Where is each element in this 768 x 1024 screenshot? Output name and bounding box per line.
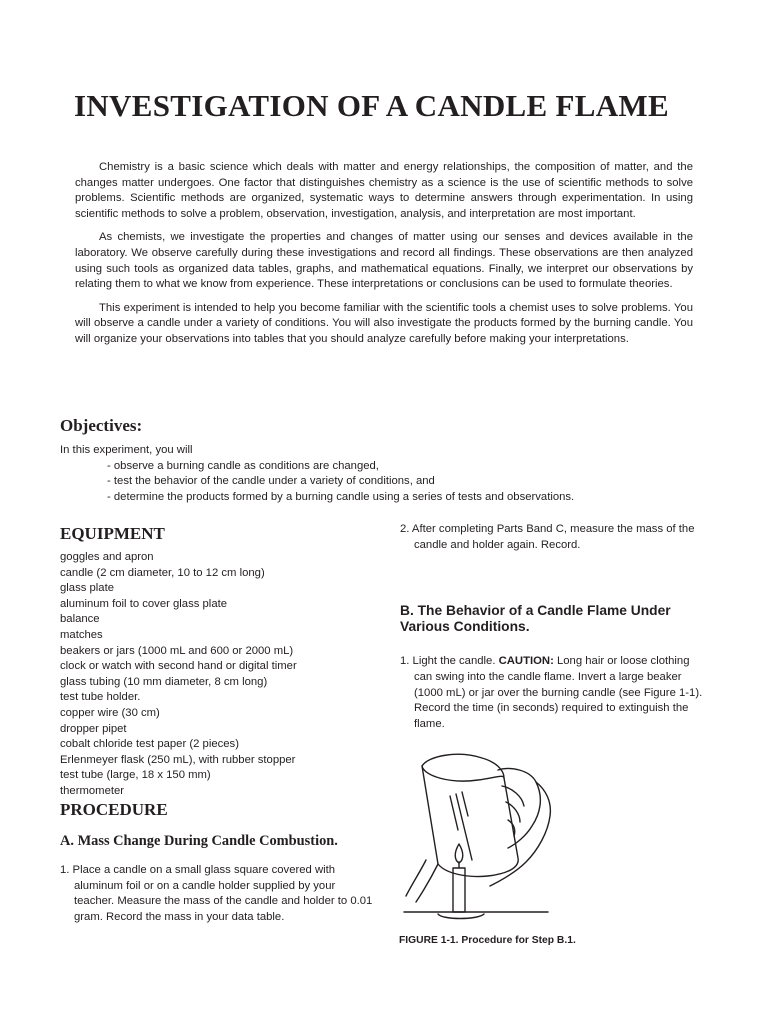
part-b-heading: B. The Behavior of a Candle Flame Under Various Conditions. xyxy=(400,603,671,634)
objectives-section xyxy=(60,416,700,505)
equipment-item: glass tubing (10 mm diameter, 8 cm long) xyxy=(60,675,268,688)
equipment-item: candle (2 cm diameter, 10 to 12 cm long) xyxy=(60,566,265,579)
part-a-step-2: 2. After completing Parts Band C, measure the mass of the candle and holder again. Record. xyxy=(400,523,695,551)
equipment-item: thermometer xyxy=(60,784,125,797)
equipment-item: glass plate xyxy=(60,582,115,595)
part-b-step-1 xyxy=(400,654,710,732)
part-a-steps-continued xyxy=(400,522,710,553)
objective-item: - observe a burning candle as conditions are changed, xyxy=(107,459,379,472)
page-title: INVESTIGATION OF A CANDLE FLAME xyxy=(74,88,669,123)
intro-paragraph-3: This experiment is intended to help you become familiar with the scientific tools a chemist uses to solve problems. You will observe a candle under a variety of conditions. You will also investigate the products formed by the burning candle. You will organize your observations into tables that you should analyze carefully before making your interpretations. xyxy=(75,301,693,345)
equipment-item: copper wire (30 cm) xyxy=(60,706,160,719)
intro-paragraph-1: Chemistry is a basic science which deals with matter and energy relationships, the composition of matter, and the changes matter undergoes. One factor that distinguishes chemistry as a science is the use of scientific methods to solve problems. Scientific methods are organized, systematic ways to determine answers through experimentation. In using scientific methods to solve a problem, observation, investigation, analysis, and interpretation are most important. xyxy=(75,161,693,220)
equipment-item: beakers or jars (1000 mL and 600 or 2000 mL) xyxy=(60,644,294,657)
procedure-heading: PROCEDURE xyxy=(60,799,168,819)
beaker-over-candle-illustration xyxy=(398,740,558,930)
equipment-list xyxy=(60,550,375,800)
equipment-item: Erlenmeyer flask (250 mL), with rubber stopper xyxy=(60,753,296,766)
objectives-list xyxy=(60,459,700,506)
right-column xyxy=(400,522,710,732)
introduction xyxy=(75,160,693,356)
equipment-item: test tube (large, 18 x 150 mm) xyxy=(60,769,211,782)
objective-item: - test the behavior of the candle under a variety of conditions, and xyxy=(107,475,435,488)
equipment-item: clock or watch with second hand or digital timer xyxy=(60,660,297,673)
caution-label: CAUTION: xyxy=(498,655,554,668)
step-body-text: Long hair or loose clothing can swing into the candle flame. Invert a large beaker (1000 mL) or jar over the burning candle (see Figure 1-1). Record the time (in seconds) required to extinguish the flame. xyxy=(414,655,703,730)
intro-paragraph-2: As chemists, we investigate the properties and changes of matter using our senses and devices available in the laboratory. We observe carefully during these investigations and record all findings. These observations are then analyzed using such tools as organized data tables, graphs, and mathematical equations. Finally, we interpret our observations by relating them to what we know from experience. These interpretations or conclusions can be used to formulate theories. xyxy=(75,231,693,291)
figure-caption: FIGURE 1-1. Procedure for Step B.1. xyxy=(399,935,576,946)
part-a-steps xyxy=(60,863,375,925)
objectives-heading: Objectives: xyxy=(60,416,143,435)
objectives-intro: In this experiment, you will xyxy=(60,444,193,456)
equipment-item: balance xyxy=(60,613,100,626)
left-column xyxy=(60,524,375,925)
equipment-item: matches xyxy=(60,628,103,641)
objective-item: - determine the products formed by a burning candle using a series of tests and observations. xyxy=(107,490,575,503)
part-a-heading: A. Mass Change During Candle Combustion. xyxy=(60,832,338,849)
equipment-item: test tube holder. xyxy=(60,691,141,704)
part-a-step-1: 1. Place a candle on a small glass square covered with aluminum foil or on a candle holder supplied by your teacher. Measure the mass of the candle and holder to 0.01 gram. Record the mass in your data table. xyxy=(60,864,373,923)
step-number-text: 1. Light the candle. xyxy=(400,655,499,668)
part-b-steps xyxy=(400,654,710,732)
equipment-item: aluminum foil to cover glass plate xyxy=(60,597,228,610)
equipment-item: dropper pipet xyxy=(60,722,127,735)
equipment-item: cobalt chloride test paper (2 pieces) xyxy=(60,738,239,751)
equipment-heading: EQUIPMENT xyxy=(60,524,165,543)
equipment-item: goggles and apron xyxy=(60,551,154,563)
